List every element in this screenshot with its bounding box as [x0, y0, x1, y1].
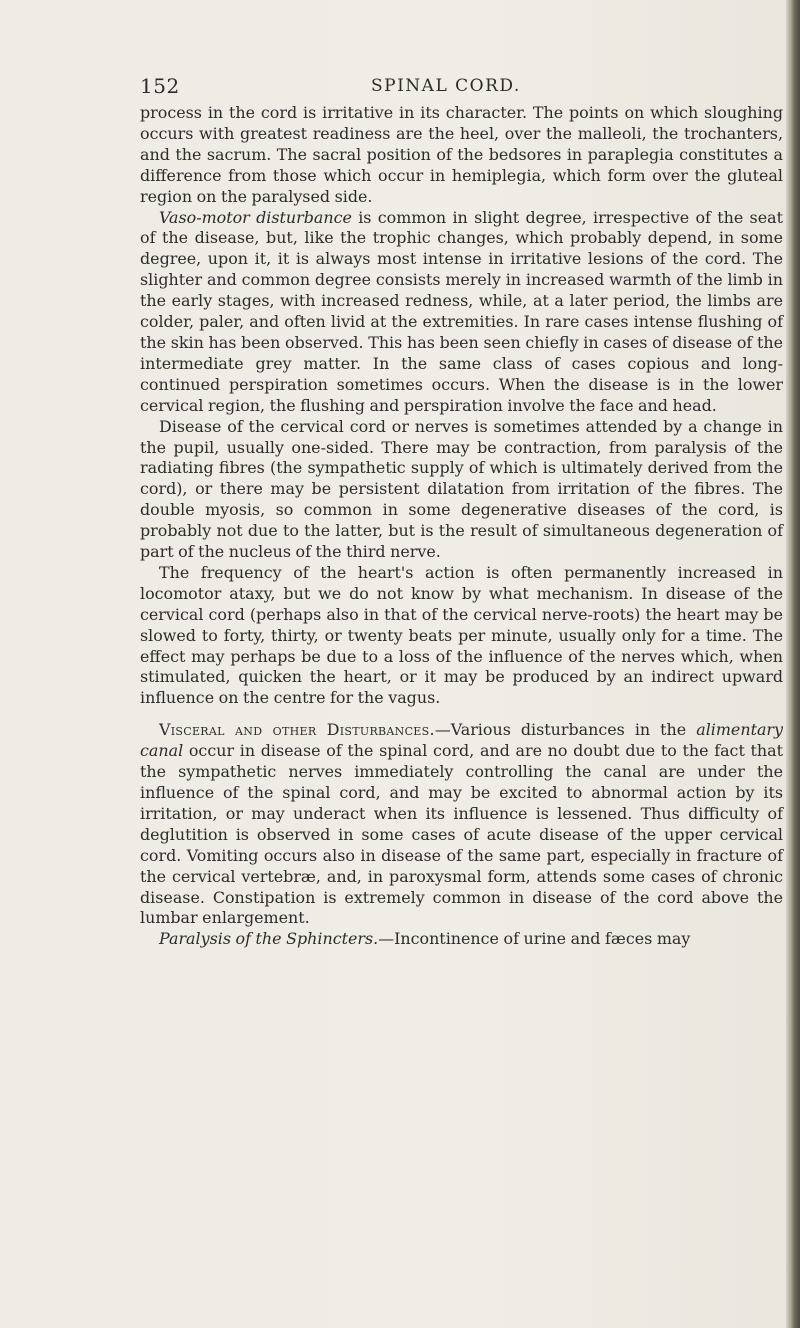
- italic-term: Paralysis of the Sphincters.: [159, 929, 379, 949]
- page-binding-edge: [786, 0, 800, 1328]
- paragraph-pupil: [140, 417, 783, 563]
- italic-term: alimentary canal: [140, 720, 783, 761]
- paragraph-visceral: [140, 720, 783, 929]
- running-title: SPINAL CORD.: [371, 76, 521, 96]
- paragraph-text: process in the cord is irritative in its character. The points on which sloughing occurs with greatest readiness are the heel, over the malleoli, the trochanters, and the sacrum. The sacral position of the bedsores in paraplegia constitutes a difference from those which occur in hemiplegia, which form over the gluteal region on the paralysed side.: [140, 103, 783, 206]
- paragraph-text: The frequency of the heart's action is often permanently increased in locomotor ataxy, but we do not know by what mechanism. In disease of the cervical cord (perhaps also in that of the cervical nerve-roots) the heart may be slowed to forty, thirty, or twenty beats per minute, usually only for a time. The effect may perhaps be due to a loss of the influence of the nerves which, when stimulated, quicken the heart, or it may be produced by an indirect upward influence on the centre for the vagus.: [140, 562, 783, 708]
- body-text: [140, 103, 783, 950]
- paragraph-heart: [140, 563, 783, 709]
- section-heading: Visceral and other Disturbances.: [159, 720, 435, 740]
- paragraph-vaso-motor: [140, 208, 783, 417]
- paragraph-sphincters: [140, 929, 783, 950]
- paragraph-bedsores: [140, 103, 783, 208]
- italic-term: Vaso-motor disturbance: [159, 207, 352, 227]
- paragraph-text: Disease of the cervical cord or nerves is sometimes attended by a change in the pupil, usually one-sided. There may be contraction, from paralysis of the radiating fibres (the sympathetic supply of which is ultimately derived from the cord), or there may be persistent dilatation from irritation of the fibres. The double myosis, so common in some degenerative diseases of the cord, is probably not due to the latter, but is the result of simultaneous degeneration of part of the nucleus of the third nerve.: [140, 416, 783, 562]
- page-number: 152: [140, 74, 180, 98]
- paragraph-text: occur in disease of the spinal cord, and are no doubt due to the fact that the sympathetic nerves immediately controlling the canal are under the influence of the spinal cord, and may be excited to abnormal action by its irritation, or may underact when its influence is lessened. Thus difficulty of deglutition is observed in some cases of acute disease of the upper cervical cord. Vomiting occurs also in disease of the same part, especially in fracture of the cervical vertebræ, and, in paroxysmal form, attends some cases of chronic disease. Constipation is extremely common in disease of the cord above the lumbar enlargement.: [140, 741, 783, 928]
- page-header: [140, 74, 780, 104]
- paragraph-text: —Various disturbances in the: [434, 720, 697, 740]
- paragraph-text: —Incontinence of urine and fæces may: [378, 929, 691, 949]
- paragraph-text: is common in slight degree, irrespective of the seat of the disease, but, like the trophic changes, which probably depend, in some degree, upon it, it is always most intense in irritative lesions of the cord. The slighter and common degree consists merely in increased warmth of the limb in the early stages, with increased redness, while, at a later period, the limbs are colder, paler, and often livid at the extremities. In rare cases intense flushing of the skin has been observed. This has been seen chiefly in cases of disease of the intermediate grey matter. In the same class of cases copious and long-continued perspiration sometimes occurs. When the disease is in the lower cervical region, the flushing and perspiration involve the face and head.: [140, 207, 783, 415]
